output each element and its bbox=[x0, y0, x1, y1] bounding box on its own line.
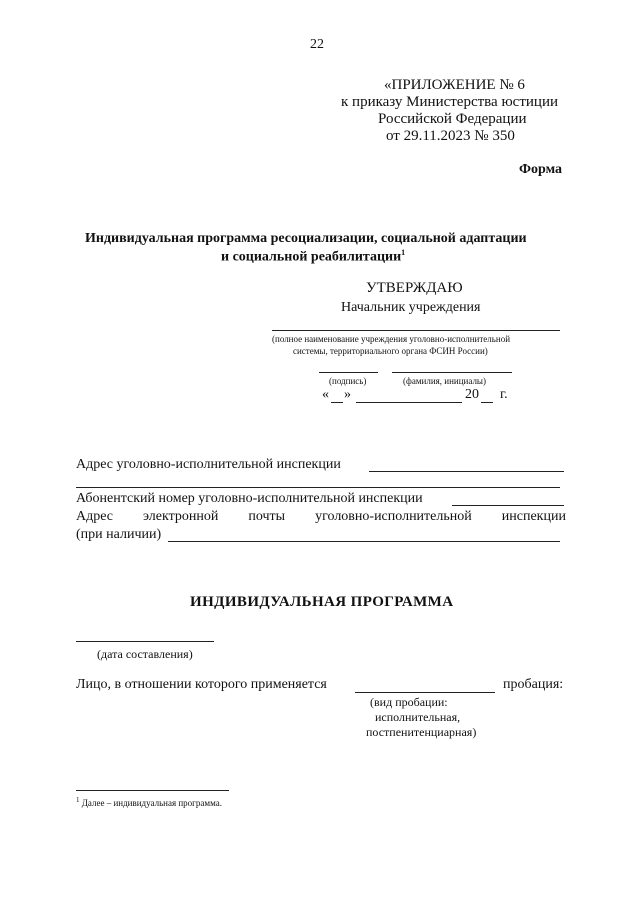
name-caption: (фамилия, инициалы) bbox=[403, 376, 486, 386]
date-compiled-caption: (дата составления) bbox=[97, 647, 193, 661]
footnote-mark: 1 bbox=[76, 796, 80, 804]
doc-title-line-1: Индивидуальная программа ресоциализации, социальной адаптации bbox=[85, 231, 527, 246]
doc-title-line-2 bbox=[221, 248, 405, 266]
approve-position: Начальник учреждения bbox=[341, 300, 481, 315]
footnote-separator bbox=[76, 790, 229, 791]
appendix-line-1: к приказу Министерства юстиции bbox=[341, 94, 558, 110]
subscriber-number-line bbox=[452, 505, 564, 506]
person-label: Лицо, в отношении которого применяется bbox=[76, 677, 327, 692]
inspection-address-line bbox=[369, 471, 564, 472]
email-line bbox=[168, 541, 560, 542]
form-label: Форма bbox=[519, 162, 563, 177]
name-line bbox=[392, 372, 512, 373]
footnote bbox=[76, 796, 222, 808]
approve-year-suffix: г. bbox=[500, 387, 508, 402]
approve-year-prefix: 20 bbox=[465, 387, 479, 402]
approve-date-close: » bbox=[344, 387, 351, 402]
page-number: 22 bbox=[310, 37, 324, 52]
approve-heading: УТВЕРЖДАЮ bbox=[366, 280, 463, 296]
date-compiled-line bbox=[76, 641, 214, 642]
approve-month-line bbox=[356, 402, 462, 403]
email-line-2-label: (при наличии) bbox=[76, 527, 162, 542]
email-line-1 bbox=[76, 509, 566, 525]
appendix-title: «ПРИЛОЖЕНИЕ № 6 bbox=[384, 77, 525, 93]
appendix-line-2: Российской Федерации bbox=[378, 111, 527, 127]
program-heading: ИНДИВИДУАЛЬНАЯ ПРОГРАММА bbox=[190, 594, 454, 610]
footnote-ref: 1 bbox=[401, 248, 406, 257]
email-word-4: уголовно-исполнительной bbox=[315, 509, 472, 524]
probation-caption-line-1: (вид пробации: bbox=[370, 695, 448, 709]
doc-title-line-2-text: и социальной реабилитации bbox=[221, 249, 402, 265]
probation-type-line bbox=[355, 692, 495, 693]
footnote-text: Далее – индивидуальная программа. bbox=[81, 798, 222, 808]
inspection-address-line-2 bbox=[76, 487, 560, 488]
signature-caption: (подпись) bbox=[329, 376, 367, 386]
appendix-line-3: от 29.11.2023 № 350 bbox=[386, 128, 515, 144]
inspection-address-label: Адрес уголовно-исполнительной инспекции bbox=[76, 457, 341, 472]
subscriber-number-label: Абонентский номер уголовно-исполнительной инспекции bbox=[76, 491, 423, 506]
probation-caption-line-2: исполнительная, bbox=[375, 710, 461, 724]
probation-label: пробация: bbox=[503, 677, 564, 692]
org-name-line bbox=[272, 330, 560, 331]
email-word-5: инспекции bbox=[501, 509, 566, 524]
email-word-3: почты bbox=[248, 509, 286, 524]
email-word-2: электронной bbox=[143, 509, 219, 524]
org-caption-line-2: системы, территориального органа ФСИН России) bbox=[293, 346, 488, 356]
org-caption-line-1: (полное наименование учреждения уголовно-исполнительной bbox=[272, 334, 511, 344]
approve-day-line bbox=[331, 402, 343, 403]
approve-date-open: « bbox=[322, 387, 329, 402]
probation-caption-line-3: постпенитенциарная) bbox=[366, 725, 477, 739]
approve-year-line bbox=[481, 402, 493, 403]
signature-line bbox=[319, 372, 378, 373]
email-word-1: Адрес bbox=[76, 509, 114, 524]
